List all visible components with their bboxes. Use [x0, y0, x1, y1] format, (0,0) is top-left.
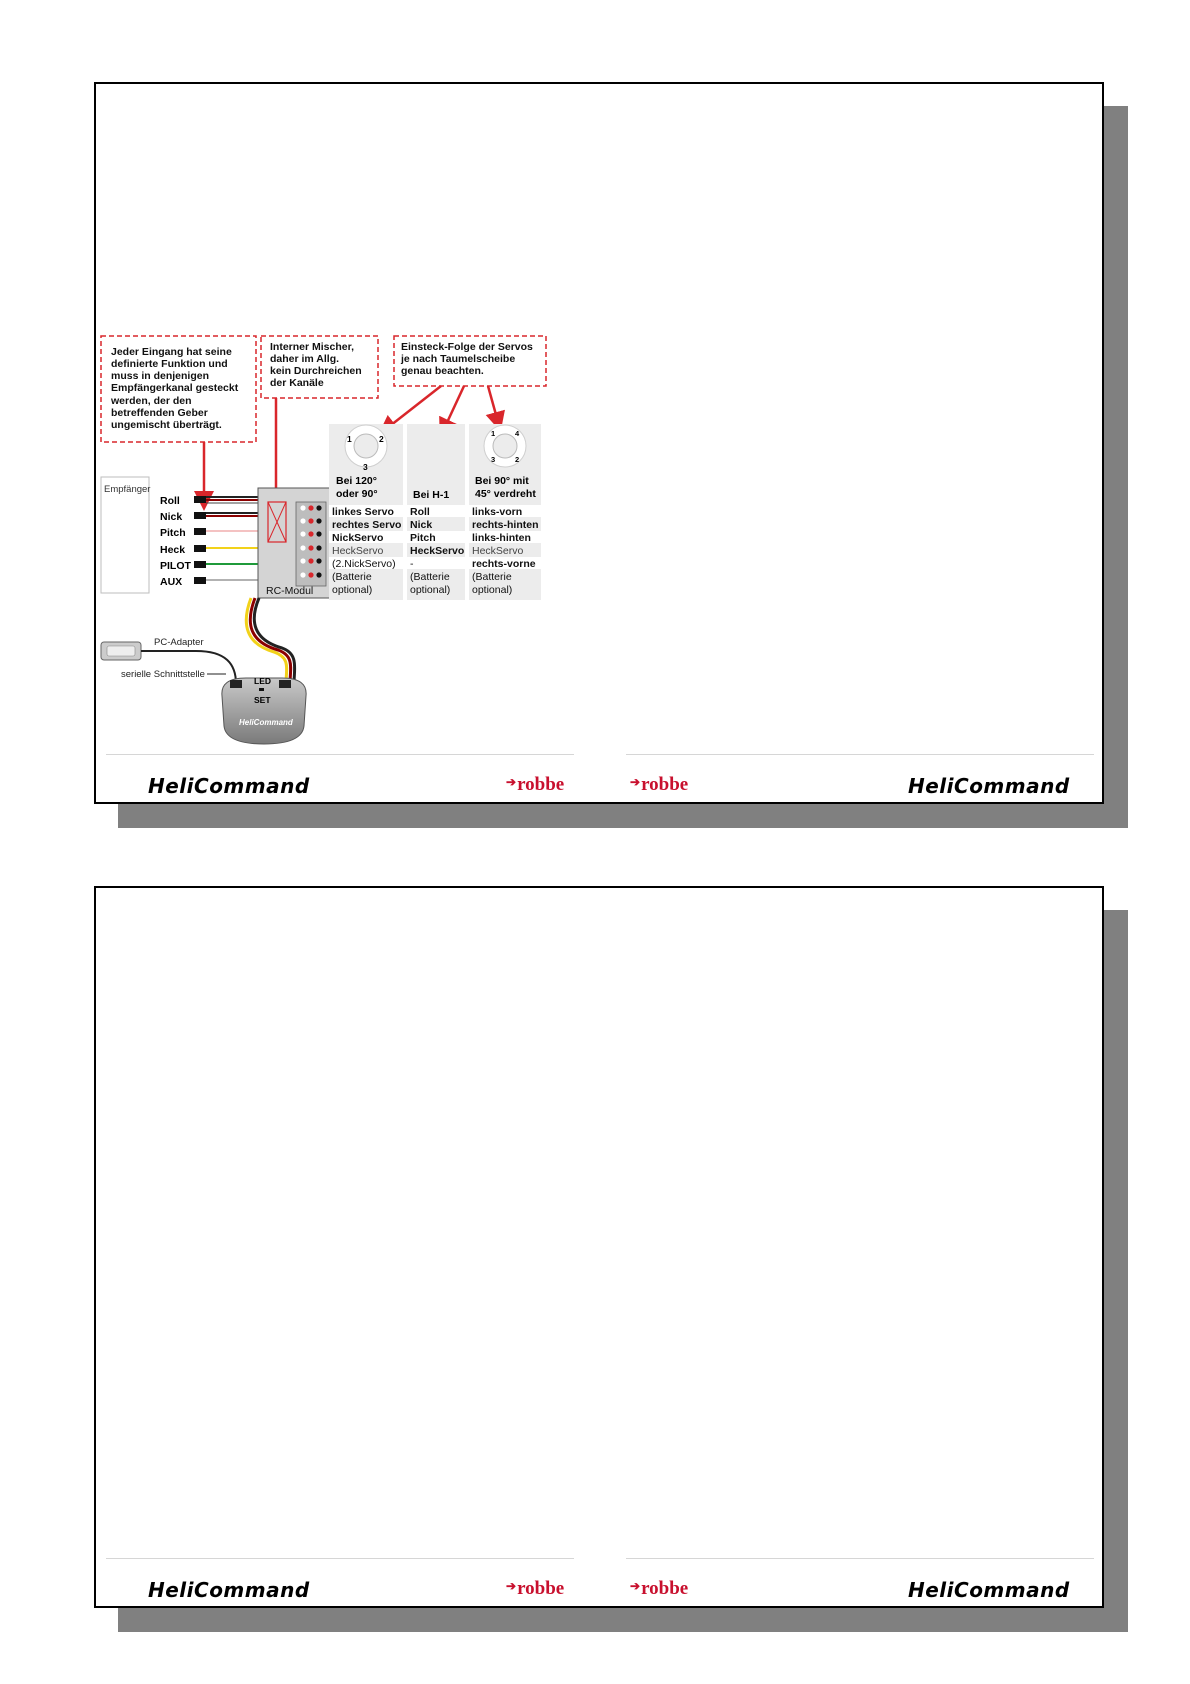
robbe-logo-left: ➔robbe: [506, 1578, 565, 1599]
led-label: LED: [254, 676, 271, 686]
swash-col1-row: (2.NickServo): [332, 558, 396, 570]
device-label: HeliCommand: [239, 718, 293, 727]
swash-col2-row: Roll: [410, 506, 430, 518]
svg-text:Bei 90° mit 45° verdre: [475, 475, 536, 500]
module-label: RC-Modul: [266, 585, 314, 597]
swash-col1-header: Bei 120°: [336, 475, 377, 487]
sheet-bottom: [94, 886, 1104, 1608]
swash-col1-row: NickServo: [332, 532, 384, 544]
swash-col2-row: optional): [410, 584, 451, 596]
svg-text:3: 3: [491, 455, 496, 464]
callout-inputs-line: ungemischt überträgt.: [111, 419, 222, 431]
swash-col3-header: 45° verdreht: [475, 488, 536, 500]
swash-col3-row: (Batterie: [472, 571, 512, 583]
swash-col2-header: Bei H-1: [413, 489, 450, 501]
svg-text:Bei 120° oder 90°: [336, 475, 380, 500]
channel-label: Roll: [160, 495, 180, 507]
swash-col3-row: rechts-hinten: [472, 519, 539, 531]
robbe-logo-right: ➔robbe: [630, 1578, 689, 1599]
swash-90-45-icon: [484, 425, 526, 467]
channel-pitch: [160, 527, 258, 539]
arrow-order-3: [488, 386, 498, 422]
swash-col1-row: linkes Servo: [332, 506, 394, 518]
swash-col3-row: links-hinten: [472, 532, 531, 544]
footer-rule-right: [626, 754, 1094, 755]
swash-col1-row: rechtes Servo: [332, 519, 402, 531]
callout-mixer-line: kein Durchreichen: [270, 365, 362, 377]
sheet-top: [94, 82, 1104, 804]
swash-col2-row: -: [410, 558, 414, 570]
callout-inputs-line: definierte Funktion und: [111, 358, 228, 370]
callout-inputs-line: muss in denjenigen: [111, 370, 210, 382]
svg-text:4: 4: [515, 429, 520, 438]
channel-label: Nick: [160, 511, 183, 523]
swash-col1-row: HeckServo: [332, 545, 384, 557]
page-spread: [94, 886, 1104, 1608]
swash-col3-row: rechts-vorne: [472, 558, 536, 570]
footer-rule-right: [626, 1558, 1094, 1559]
footer-brand-right: HeliCommand: [908, 774, 1070, 798]
channel-aux: [160, 576, 258, 588]
footer-rule-left: [106, 754, 574, 755]
swash-col3-row: optional): [472, 584, 513, 596]
channel-heck: [160, 544, 258, 556]
footer-brand-left: HeliCommand: [148, 774, 310, 798]
channel-label: AUX: [160, 576, 183, 588]
channel-label: Heck: [160, 544, 186, 556]
svg-text:Jeder Eingang hat seine: [110, 346, 241, 431]
svg-text:2: 2: [379, 434, 384, 444]
footer-rule-left: [106, 1558, 574, 1559]
swash-col2-row: Nick: [410, 519, 433, 531]
svg-text:2: 2: [515, 455, 520, 464]
pc-adapter-label: PC-Adapter: [154, 637, 204, 648]
channel-pilot: [160, 560, 258, 572]
swash-col1-row: (Batterie: [332, 571, 372, 583]
callout-inputs-line: Empfängerkanal gesteckt: [111, 382, 239, 394]
wiring-diagram: [96, 84, 1102, 802]
svg-text:1: 1: [347, 434, 352, 444]
callout-inputs-line: werden, der den: [111, 395, 192, 407]
callout-mixer-line: der Kanäle: [270, 377, 324, 389]
channel-label: Pitch: [160, 527, 186, 539]
callout-order-line: Einsteck-Folge der Servos: [401, 341, 533, 353]
page-spread: [94, 82, 1104, 804]
footer-brand-left: HeliCommand: [148, 1578, 310, 1602]
swash-col3-row: HeckServo: [472, 545, 524, 557]
arrow-order-1: [386, 386, 441, 429]
svg-text:3: 3: [363, 462, 368, 472]
set-label: SET: [254, 695, 271, 705]
callout-mixer-line: Interner Mischer,: [270, 341, 355, 353]
helicommand-device: [222, 676, 306, 744]
svg-text:1: 1: [491, 429, 496, 438]
rc-module: [258, 488, 330, 598]
callout-inputs-line: betreffenden Geber: [111, 407, 208, 419]
swash-col1-row: optional): [332, 584, 373, 596]
swash-col3-row: links-vorn: [472, 506, 523, 518]
channel-label: PILOT: [160, 560, 191, 572]
swash-col2-row: HeckServo: [410, 545, 465, 557]
arrow-order-2: [444, 386, 464, 429]
swash-col2-row: (Batterie: [410, 571, 450, 583]
footer-brand-right: HeliCommand: [908, 1578, 1070, 1602]
callout-order-line: je nach Taumelscheibe: [401, 353, 516, 365]
swash-col2-row: Pitch: [410, 532, 436, 544]
callout-mixer-line: daher im Allg.: [270, 353, 340, 365]
robbe-logo-right: ➔robbe: [630, 774, 689, 795]
channel-nick: [160, 511, 258, 523]
robbe-logo-left: ➔robbe: [506, 774, 565, 795]
callout-order-line: genau beachten.: [401, 365, 484, 377]
receiver-label: Empfänger: [104, 484, 151, 495]
callout-inputs-line: Jeder Eingang hat seine: [111, 346, 232, 358]
channel-roll: [160, 495, 258, 507]
swash-col1-header: oder 90°: [336, 488, 378, 500]
swash-col3-header: Bei 90° mit: [475, 475, 529, 487]
serial-label: serielle Schnittstelle: [121, 669, 205, 680]
